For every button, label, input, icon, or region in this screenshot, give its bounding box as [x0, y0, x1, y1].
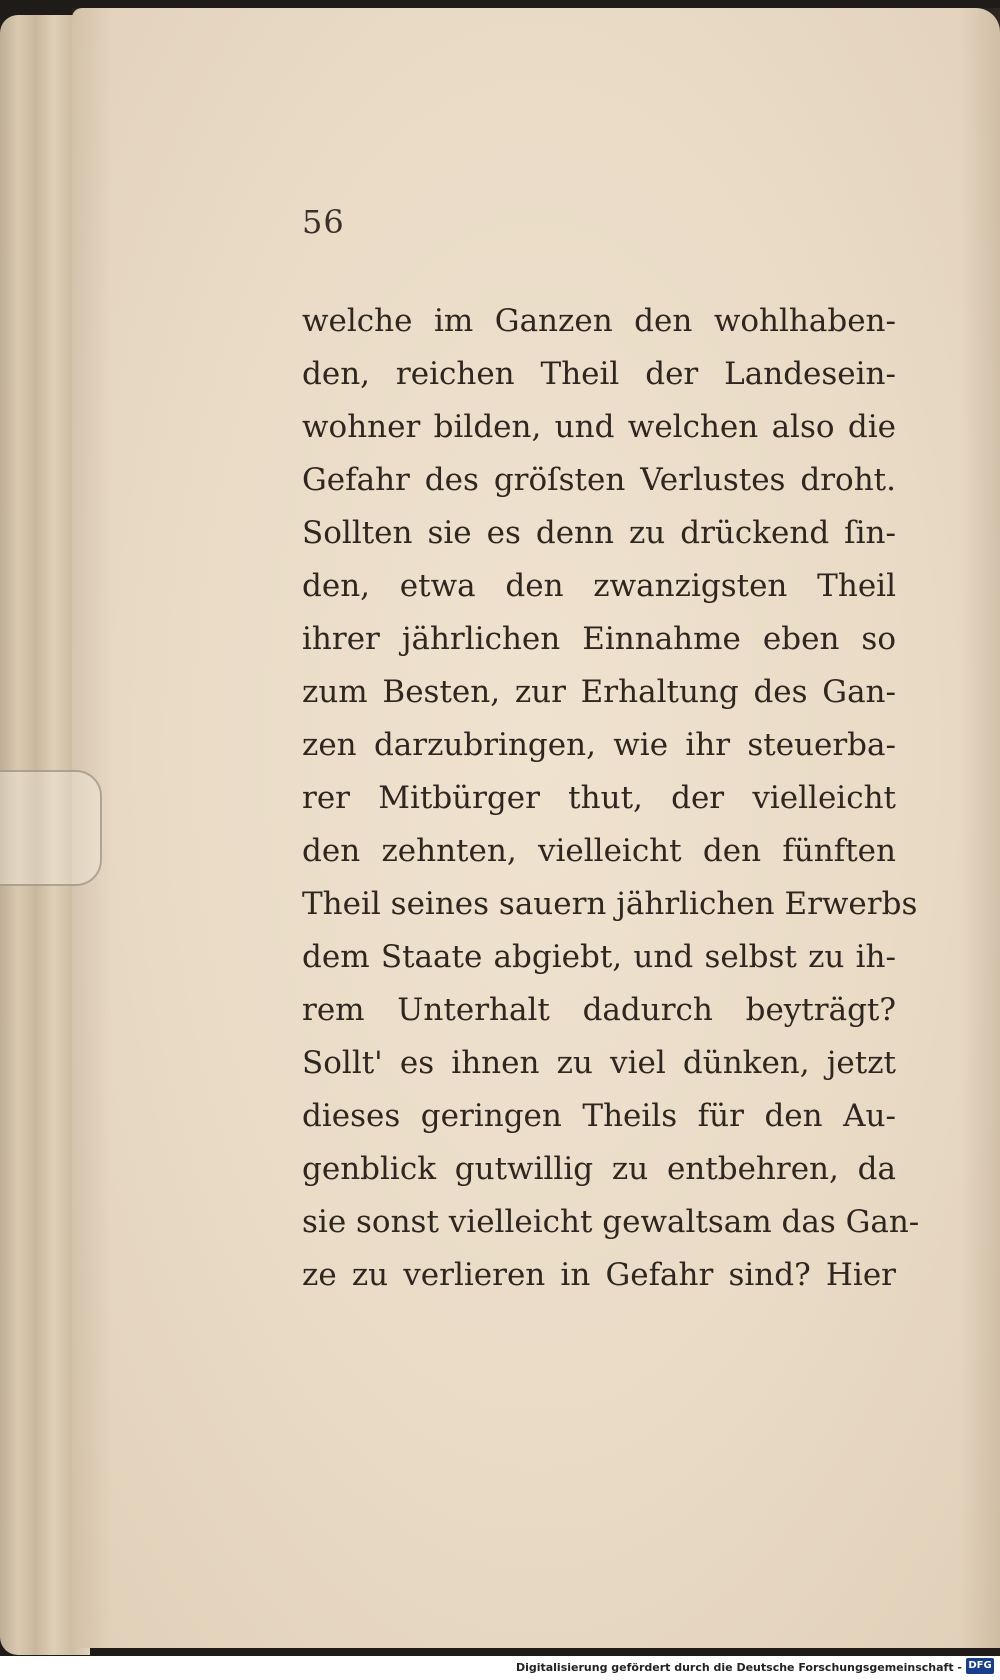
text-line: zen darzubringen, wie ihr steuerba- [302, 727, 896, 763]
page-text [302, 295, 920, 1302]
text-line: ze zu verlieren in Gefahr sind? Hier [302, 1257, 896, 1293]
text-line: Sollten sie es denn zu drückend ſin- [302, 515, 896, 551]
text-line: ihrer jährlichen Einnahme eben so [302, 621, 896, 657]
text-line: dieses geringen Theils für den Au- [302, 1098, 896, 1134]
text-line: zum Besten, zur Erhaltung des Gan- [302, 674, 896, 710]
text-line: welche im Ganzen den wohlhaben- [302, 303, 896, 339]
text-line: den zehnten, vielleicht den fünften [302, 833, 896, 869]
text-line: Sollt' es ihnen zu viel dünken, jetzt [302, 1045, 896, 1081]
text-line: Gefahr des gröſsten Verlustes droht. [302, 462, 896, 498]
funding-credit: Digitalisierung gefördert durch die Deutsche Forschungsgemeinschaft - [515, 1661, 962, 1674]
text-line: sie sonst vielleicht gewaltsam das Gan- [302, 1204, 920, 1240]
text-line: Theil seines sauern jährlichen Erwerbs [302, 886, 918, 922]
text-line: dem Staate abgiebt, und selbst zu ih- [302, 939, 896, 975]
text-line: rer Mitbürger thut, der vielleicht [302, 780, 896, 816]
page-clip [0, 770, 102, 886]
text-line: den, etwa den zwanzigsten Theil [302, 568, 896, 604]
text-line: wohner bilden, und welchen also die [302, 409, 896, 445]
page-edge-shadow [960, 8, 1000, 1648]
text-line: den, reichen Theil der Landesein- [302, 356, 896, 392]
dfg-logo: DFG [966, 1658, 994, 1674]
page-number: 56 [302, 203, 345, 241]
text-line: rem Unterhalt dadurch beyträgt? [302, 992, 896, 1028]
text-line: genblick gutwillig zu entbehren, da [302, 1151, 896, 1187]
